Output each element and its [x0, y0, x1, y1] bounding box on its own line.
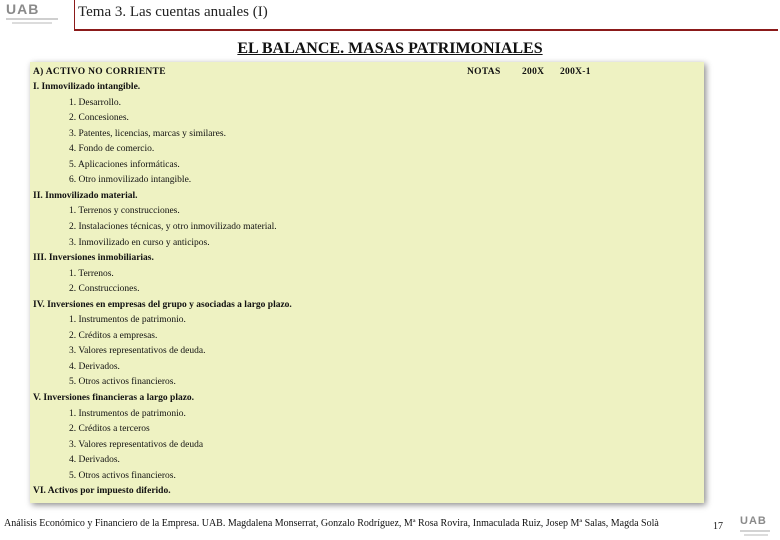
line-item: 2. Instalaciones técnicas, y otro inmovilizado material. — [69, 221, 277, 232]
line-item: 3. Patentes, licencias, marcas y similares. — [69, 128, 226, 139]
line-item: 3. Inmovilizado en curso y anticipos. — [69, 237, 210, 248]
logo-subline — [6, 18, 58, 20]
uab-logo-top — [6, 2, 64, 24]
logo-subline — [744, 534, 768, 536]
page-title: EL BALANCE. MASAS PATRIMONIALES — [237, 40, 543, 57]
line-item: 3. Valores representativos de deuda — [69, 439, 204, 450]
section-heading: II. Inmovilizado material. — [33, 190, 138, 201]
line-item: 1. Desarrollo. — [69, 97, 121, 108]
line-item: 2. Créditos a terceros — [69, 424, 150, 435]
line-item: 4. Derivados. — [69, 361, 120, 372]
line-item: 1. Terrenos y construcciones. — [69, 206, 180, 217]
section-heading: V. Inversiones financieras a largo plazo. — [33, 393, 195, 403]
header-divider — [74, 0, 75, 31]
section-heading: III. Inversiones inmobiliarias. — [33, 253, 154, 264]
line-item: 2. Construcciones. — [69, 284, 140, 295]
column-header-200x: 200X — [522, 67, 545, 77]
header-rule — [74, 29, 778, 31]
line-item: 6. Otro inmovilizado intangible. — [69, 175, 192, 186]
line-item: 5. Otros activos financieros. — [69, 377, 176, 388]
column-header-200x-1: 200X-1 — [560, 67, 591, 77]
logo-subline — [740, 530, 770, 532]
footer-credits: Análisis Económico y Financiero de la Empresa. UAB. Magdalena Monserrat, Gonzalo Rodríguez, Mª Rosa Rovira, Inmaculada Ruiz, Josep Mª Salas, Magda Solà — [4, 518, 659, 529]
line-item: 5. Aplicaciones informáticas. — [69, 159, 180, 170]
line-item: 5. Otros activos financieros. — [69, 470, 176, 481]
section-heading: VI. Activos por impuesto diferido. — [33, 486, 171, 497]
line-item: 1. Instrumentos de patrimonio. — [69, 408, 186, 419]
line-item: 3. Valores representativos de deuda. — [69, 346, 206, 357]
uab-logo-bottom — [740, 516, 776, 536]
slide-header-title: Tema 3. Las cuentas anuales (I) — [78, 4, 268, 20]
column-header-concepto: A) ACTIVO NO CORRIENTE — [33, 67, 166, 77]
line-item: 4. Derivados. — [69, 455, 120, 466]
logo-subline — [12, 22, 52, 24]
uab-logo-mark: UAB — [740, 515, 767, 527]
line-item: 2. Créditos a empresas. — [69, 330, 158, 341]
section-heading: IV. Inversiones en empresas del grupo y asociadas a largo plazo. — [33, 299, 292, 310]
line-item: 4. Fondo de comercio. — [69, 144, 155, 155]
page-number: 17 — [713, 521, 723, 532]
line-item: 1. Instrumentos de patrimonio. — [69, 315, 186, 326]
line-item: 1. Terrenos. — [69, 268, 114, 279]
uab-logo-mark: UAB — [6, 1, 40, 17]
section-heading: I. Inmovilizado intangible. — [33, 82, 141, 92]
line-item: 2. Concesiones. — [69, 113, 129, 124]
column-header-notas: NOTAS — [467, 67, 501, 77]
